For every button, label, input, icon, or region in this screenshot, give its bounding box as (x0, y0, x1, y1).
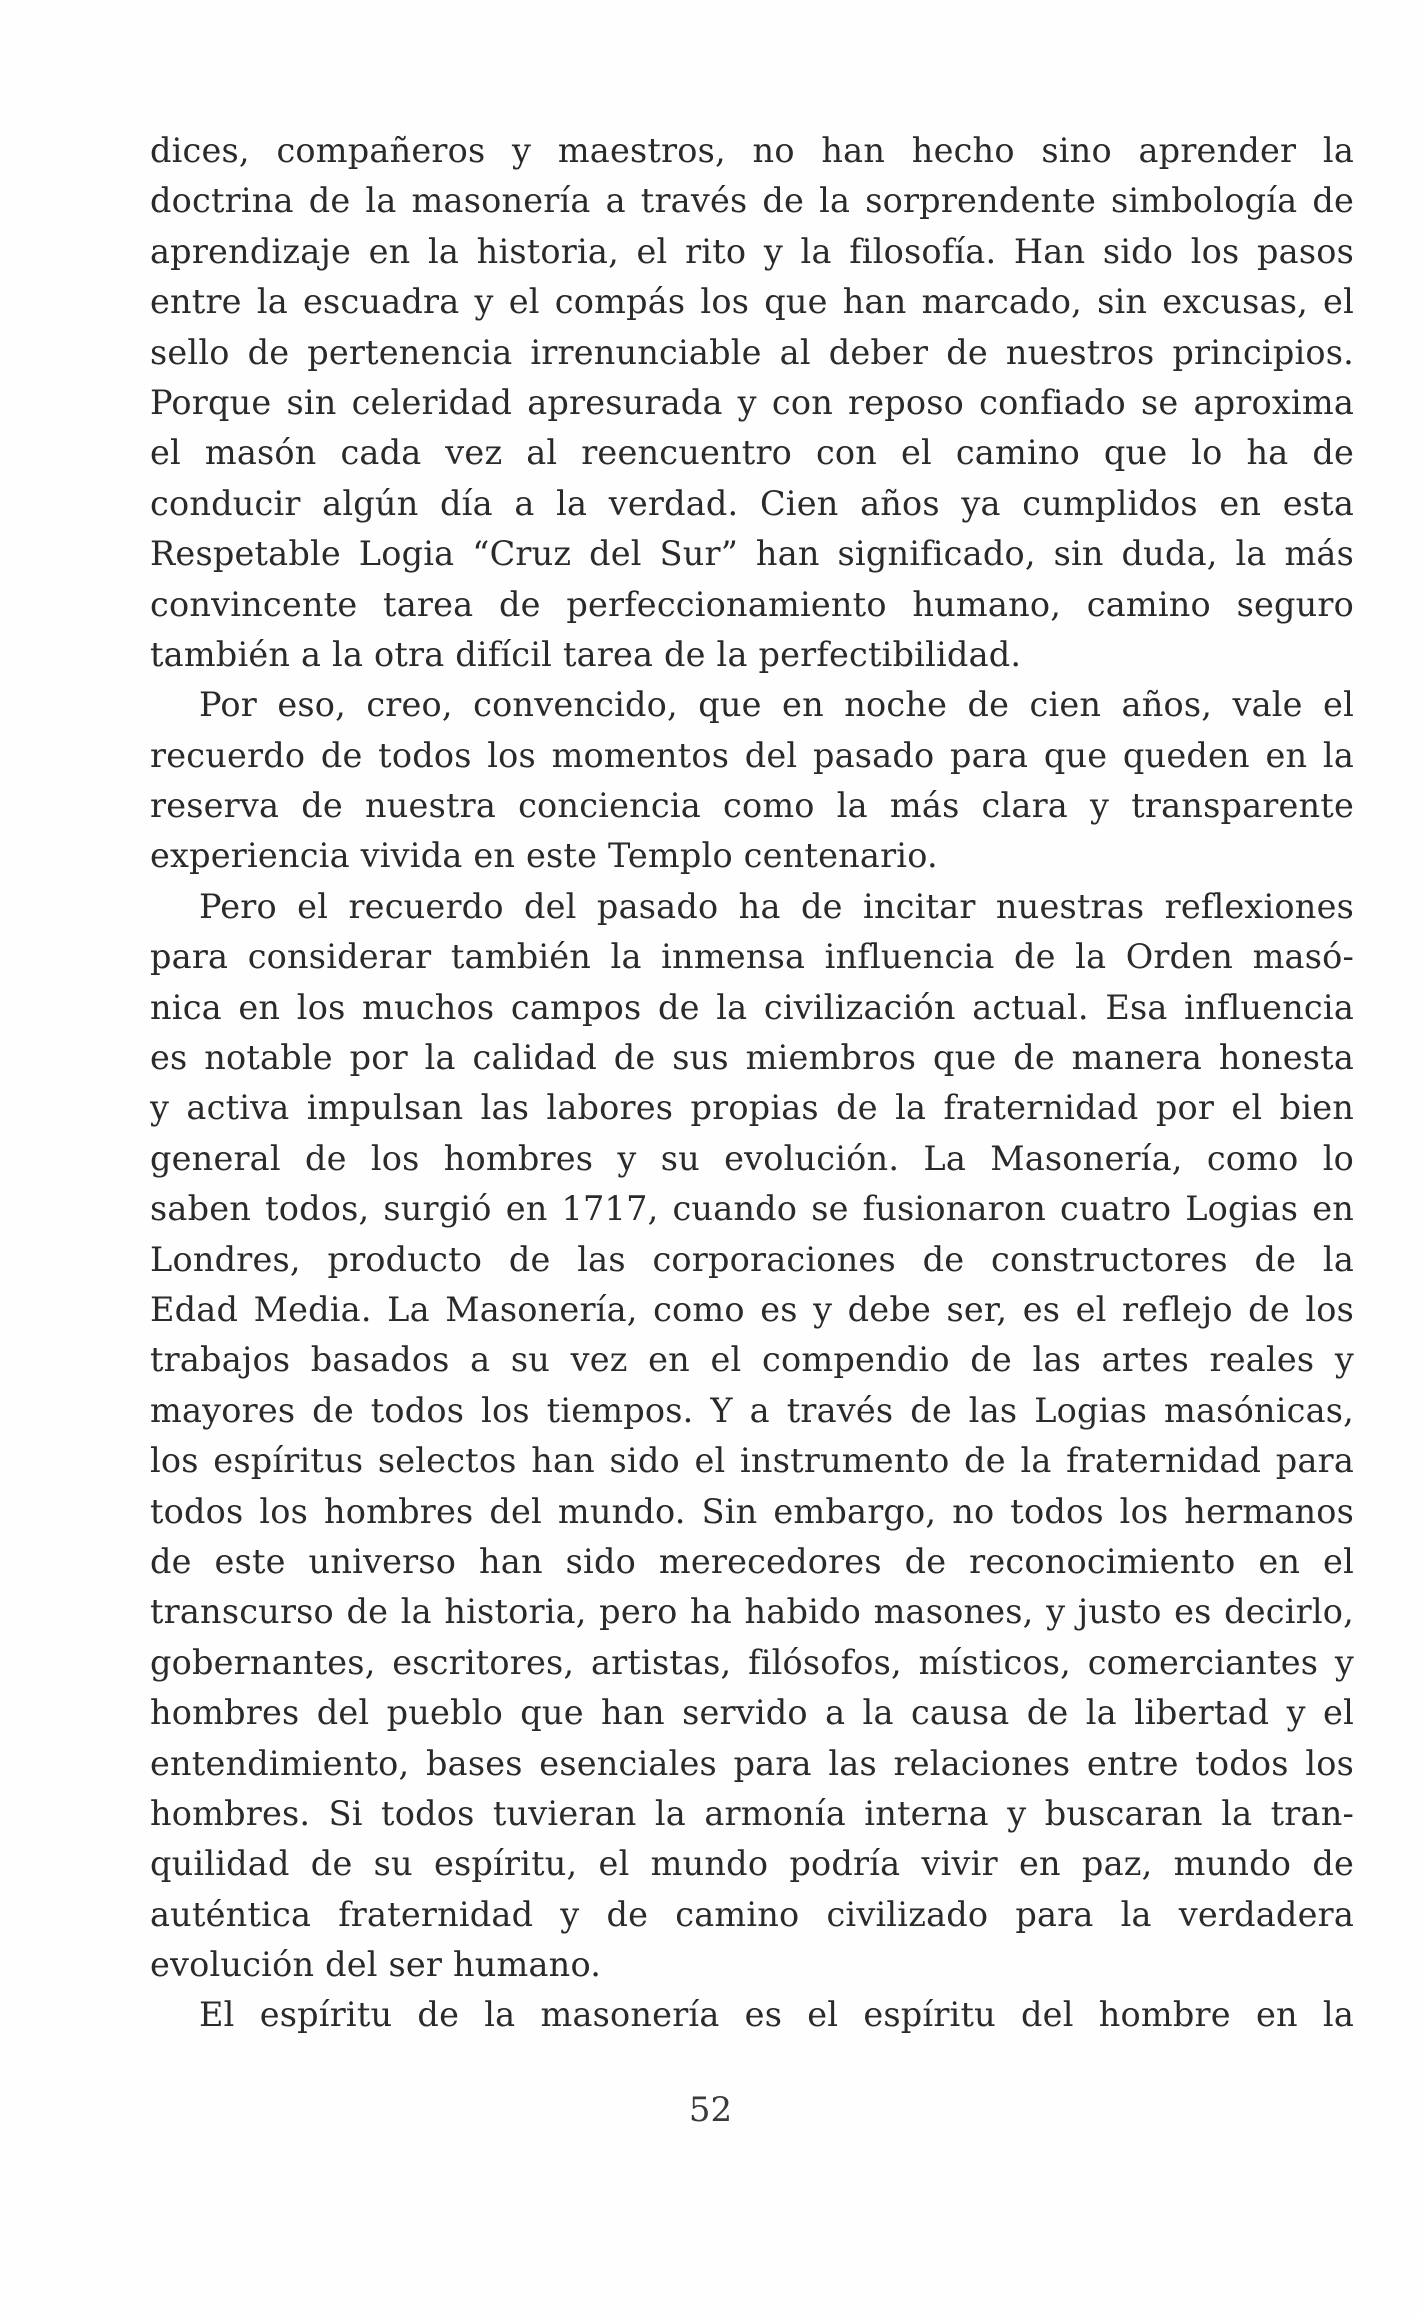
text-line: general de los hombres y su evolución. La Masonería, como lo (150, 1138, 1354, 1178)
text-line: mayores de todos los tiempos. Y a través de las Logias masónicas, (150, 1390, 1354, 1430)
text-line: entendimiento, bases esenciales para las relaciones entre todos los (150, 1743, 1354, 1783)
text-line: todos los hombres del mundo. Sin embargo, no todos los hermanos (150, 1491, 1354, 1531)
text-line: sello de pertenencia irrenunciable al deber de nuestros principios. (150, 332, 1354, 372)
paragraph-start-line: El espíritu de la masonería es el espíritu del hombre en la (199, 1995, 1354, 2035)
body-text (150, 126, 1354, 2041)
paragraph-start-line: Por eso, creo, convencido, que en noche de cien años, vale el (199, 685, 1354, 725)
text-line: auténtica fraternidad y de camino civilizado para la verdadera (150, 1894, 1354, 1934)
text-line: Respetable Logia “Cruz del Sur” han significado, sin duda, la más (150, 534, 1354, 574)
text-line: aprendizaje en la historia, el rito y la filosofía. Han sido los pasos (150, 231, 1354, 271)
text-line: también a la otra difícil tarea de la perfectibilidad. (150, 634, 1022, 674)
page-number: 52 (688, 2090, 733, 2130)
text-line: para considerar también la inmensa influencia de la Orden masó- (150, 937, 1354, 977)
text-line: y activa impulsan las labores propias de la fraternidad por el bien (150, 1088, 1354, 1128)
text-line: nica en los muchos campos de la civilización actual. Esa influencia (150, 987, 1354, 1027)
text-line: conducir algún día a la verdad. Cien años ya cumplidos en esta (150, 483, 1354, 523)
paragraph-start-line: Pero el recuerdo del pasado ha de incitar nuestras reflexiones (199, 886, 1354, 926)
text-line: reserva de nuestra conciencia como la más clara y transparente (150, 786, 1354, 826)
text-line: hombres del pueblo que han servido a la causa de la libertad y el (150, 1693, 1354, 1733)
text-line: Londres, producto de las corporaciones de constructores de la (150, 1239, 1354, 1279)
text-line: doctrina de la masonería a través de la sorprendente simbología de (150, 181, 1354, 221)
text-line: Porque sin celeridad apresurada y con reposo confiado se aproxima (150, 382, 1354, 422)
text-line: experiencia vivida en este Templo centenario. (150, 836, 938, 876)
text-line: es notable por la calidad de sus miembros que de manera honesta (150, 1038, 1354, 1078)
text-line: gobernantes, escritores, artistas, filósofos, místicos, comerciantes y (150, 1642, 1354, 1682)
text-line: de este universo han sido merecedores de reconocimiento en el (150, 1541, 1354, 1581)
text-line: los espíritus selectos han sido el instrumento de la fraternidad para (150, 1441, 1354, 1481)
text-line: convincente tarea de perfeccionamiento humano, camino seguro (150, 584, 1354, 624)
text-line: el masón cada vez al reencuentro con el camino que lo ha de (150, 433, 1354, 473)
text-line: quilidad de su espíritu, el mundo podría vivir en paz, mundo de (150, 1844, 1354, 1884)
text-line: hombres. Si todos tuvieran la armonía interna y buscaran la tran- (150, 1793, 1354, 1833)
text-line: saben todos, surgió en 1717, cuando se fusionaron cuatro Logias en (150, 1189, 1354, 1229)
text-line: Edad Media. La Masonería, como es y debe ser, es el reflejo de los (150, 1289, 1354, 1329)
text-line: evolución del ser humano. (150, 1945, 602, 1985)
text-line: recuerdo de todos los momentos del pasado para que queden en la (150, 735, 1354, 775)
text-line: entre la escuadra y el compás los que han marcado, sin excusas, el (150, 282, 1354, 322)
text-line: transcurso de la historia, pero ha habido masones, y justo es decirlo, (150, 1592, 1354, 1632)
text-line: dices, compañeros y maestros, no han hecho sino aprender la (150, 131, 1354, 170)
text-line: trabajos basados a su vez en el compendio de las artes reales y (150, 1340, 1354, 1380)
